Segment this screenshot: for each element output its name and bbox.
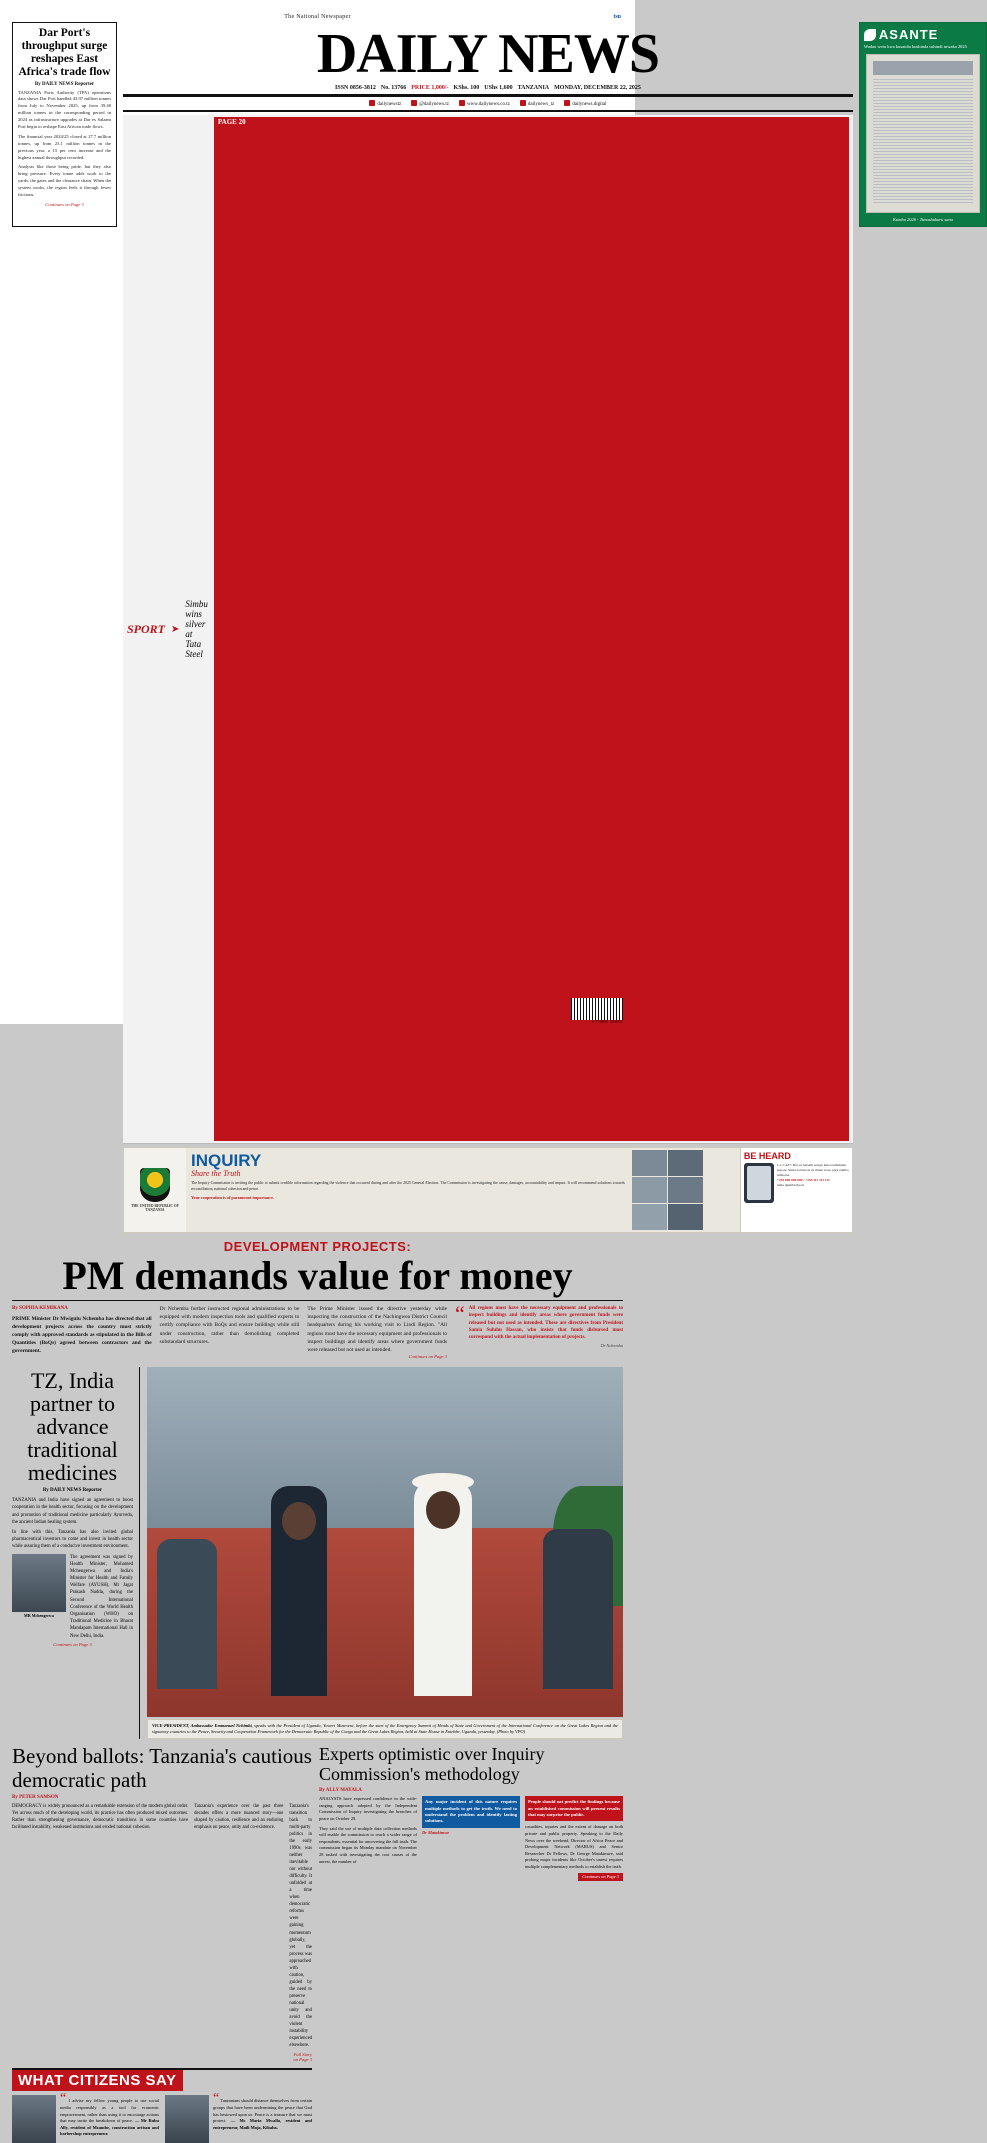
beyond-ballots-col-1: DEMOCRACY is widely pronounced as a remarkable extension of the modern global order. Yet across much of the developing world, its practice has often produced mixed outcomes. Rather than strengthening governance, democratic transitions in some countries have facilitated instability, weakened institutions and eroded national cohesion. [12, 1803, 189, 1830]
dar-port-headline: Dar Port's throughput surge reshapes East Africa's trade flow [18, 27, 111, 78]
inquiry-emblem-caption: THE UNITED REPUBLIC OF TANZANIA [131, 1204, 179, 1213]
leaf-icon [864, 29, 876, 41]
dar-port-para-2: The financial year 2024/25 closed at 27.7 million tonnes, up from 23.1 million tonnes in the previous year, a 15 per cent increase and the highest annual throughput recorded. [18, 133, 111, 160]
photo-crowd-right [543, 1529, 613, 1689]
mchengerwa-portrait [12, 1554, 66, 1640]
citizen-name-1: — Mr Rubu Ally, resident of Mzambe, construction artisan and barbershop entrepreneur. [60, 2118, 159, 2137]
portrait-caption: MR Mchengerwa [24, 1612, 54, 1618]
beyond-ballots-byline: By PETER SAMSON [12, 1794, 59, 1800]
photo-figure-museveni [414, 1481, 472, 1696]
beyond-ballots-story [12, 1745, 312, 2143]
lower-section [12, 1745, 623, 2143]
experts-blue-attr: Dr Matakimwe [422, 1829, 450, 1835]
dar-port-story [12, 22, 117, 227]
main-photo-caption-lead: VICE-PRESIDENT, Ambassador Emmanuel Nchimbi, [152, 1722, 253, 1728]
beyond-ballots-col-3: Tanzania's transition back to multi-party politics in the early 1990s was neither inevitable nor without difficulty. It unfolded at a time when democratic reforms were gaining momentum globally, yet the process was approached with caution, guided by the need to preserve national unity and avoid the violent instability experienced elsewhere. [289, 1803, 313, 2049]
development-lede: PRIME Minister Dr Mwigulu Nchemba has directed that all development projects across the country must strictly comply with approved standards as stipulated in the Bills of Quantities (BoQs) agreed between contractors and the government. [12, 1315, 152, 1355]
dar-port-para-3: Analysts like those being pride, but they also bring pressure. Every tonne adds work to the yards, the gates and the clearance chain. When the system works, the region feels it through fewer frictions. [18, 164, 111, 197]
photo-hat [412, 1473, 474, 1491]
tz-india-byline: By DAILY NEWS Reporter [42, 1488, 103, 1494]
inquiry-title: INQUIRY [191, 1151, 262, 1171]
issue-line [123, 83, 853, 94]
social-bar [123, 96, 853, 112]
development-col2-text: Dr Nchemba further instructed regional administrations to be equipped with modern inspection tools and qualified experts to certify compliance with BoQs and ensure buildings while still under construction, rather than demolishing completed substandard structures. [159, 1306, 300, 1345]
masthead-column [123, 22, 853, 1233]
quote-icon: “ [60, 2091, 67, 2107]
experts-col-2 [422, 1796, 520, 1881]
be-heard-title: BE HEARD [743, 1151, 791, 1162]
paper-title: DAILY NEWS [316, 23, 660, 85]
quote-icon: “ [213, 2091, 220, 2107]
photo-crowd-left [157, 1539, 217, 1689]
experts-col1-extra: They said the use of multiple data collection methods will enable the commission to reach a wider range of respondents, essential for uncovering the full truth. The commission began its Monday mandate on November 28 tasked with investigating the root causes of the unrest, the number of [319, 1825, 417, 1864]
social-facebook[interactable] [369, 100, 401, 107]
sport-label: SPORT [127, 621, 166, 636]
citizens-title: WHAT CITIZENS SAY [12, 2070, 183, 2091]
inquiry-photo-6 [668, 1204, 703, 1230]
inquiry-photo-4 [668, 1177, 703, 1203]
tz-india-para-1: TANZANIA and India have signed an agreement to boost cooperation in the health sector, focusing on the development and promotion of traditional medicine particularly Ayurveda, the ancient Indian healing system. [12, 1498, 133, 1525]
inquiry-emblem-block [124, 1148, 186, 1232]
tagline: The National Newspaper [284, 14, 351, 20]
experts-story [319, 1745, 623, 2143]
development-quote-attr: Dr Nchemba [600, 1343, 624, 1349]
main-photo-block [147, 1367, 623, 1740]
inquiry-promo [123, 1147, 853, 1233]
issn: ISSN 0856-3812 [335, 85, 376, 92]
tz-india-para-2: In line with this, Tanzania has also invited global pharmaceutical investors to come and invest in health sector while assuring them of a conducive investment environment. [12, 1529, 133, 1550]
development-headline: PM demands value for money [62, 1253, 573, 1299]
inquiry-photo-5 [632, 1204, 667, 1230]
beyond-ballots-columns [12, 1803, 312, 2063]
youtube-icon [564, 100, 570, 106]
social-website[interactable] [459, 100, 510, 107]
tz-india-continued[interactable]: Continues on Page 3 [53, 1641, 92, 1647]
country: TANZANIA [517, 85, 550, 92]
citizen-quote-2 [213, 2091, 312, 2143]
issue-date: MONDAY, DECEMBER 22, 2025 [554, 85, 641, 92]
price-ushs: UShs 1,600 [484, 85, 513, 92]
social-digital-label: dailynews.digital [572, 102, 607, 108]
experts-intro: ANALYSTS have expressed confidence in the wide-ranging approach adopted by the Independent Commission of Inquiry investigating the breaches of peace on October 29. [319, 1796, 417, 1821]
twitter-icon [520, 100, 526, 106]
experts-col-3 [525, 1796, 623, 1881]
sport-page-badge: PAGE 20 [214, 117, 849, 1141]
beyond-ballots-col-2: Tanzania's experience over the past three decades offers a more nuanced story—one shaped by caution, resilience and an enduring emphasis on peace, unity and co-existence. [194, 1803, 284, 1830]
citizen-photo-1 [12, 2095, 56, 2143]
top-row [12, 22, 967, 1233]
social-facebook-label: dailynewstz [377, 102, 402, 108]
development-band [12, 1239, 623, 1299]
inquiry-note: Your cooperation is of paramount importance. [191, 1194, 274, 1200]
arrow-icon: ➤ [171, 623, 180, 635]
main-photo-caption [147, 1719, 623, 1740]
inquiry-subtitle: Share the Truth [191, 1169, 241, 1179]
divider-1 [12, 1300, 623, 1301]
quote-icon: “ [455, 1301, 465, 1327]
left-column [12, 22, 117, 1233]
experts-columns [319, 1796, 623, 1881]
be-heard-block [740, 1148, 852, 1232]
list-item [165, 2091, 312, 2143]
social-twitter-label: dailynews_tz [527, 102, 555, 108]
beyond-ballots-headline: Beyond ballots: Tanzania's cautious democratic path [12, 1744, 312, 1792]
inquiry-photo-grid [630, 1148, 740, 1232]
development-byline: By SOPHIA KEMIKANA [12, 1306, 68, 1312]
experts-blue-callout: Any major incident of this nature requires multiple methods to get the truth. We need to understand the problem and identify lasting solutions. [422, 1796, 520, 1828]
social-twitter[interactable] [520, 100, 554, 107]
tz-india-para-3: The agreement was signed by Health Minister, Mohamed Mchengerwa and India's Minister for Health and Family Welfare (AYUSH), Mr Jagat Prakash Nadda, during the Second International Conference of the World Health Organisation (WHO) on Traditional Medicine in Bharat Mandapam International Hall in New Delhi, India. [70, 1554, 133, 1639]
inquiry-photo-2 [668, 1150, 703, 1176]
development-col-1 [12, 1305, 152, 1361]
portrait-photo [12, 1554, 66, 1612]
citizen-quote-1 [60, 2091, 159, 2143]
development-pullquote [455, 1301, 624, 1361]
barcode [571, 998, 623, 1020]
development-col-3 [307, 1305, 447, 1361]
be-heard-phone-lines[interactable]: +255 000 000 000 / +255 111 111 111 [776, 1178, 830, 1183]
inquiry-text-block [186, 1148, 630, 1232]
inquiry-photo-1 [632, 1150, 667, 1176]
asante-footer: Kumbu 2026 - Tunashukuru sana [892, 217, 953, 222]
asante-brand: ASANTE [878, 27, 939, 42]
tz-india-story [12, 1367, 140, 1740]
asante-image [866, 54, 980, 213]
experts-col-1 [319, 1796, 417, 1881]
main-photo-caption-text: speaks with the President of Uganda, Yoweri Museveni, before the start of the Emergency Summit of Heads of State and Government of the International Conference on the Great Lakes Region and the signatory countries to the Peace, Security and Cooperation Framework for the Democratic Republic of the Congo and the Great Lakes Region, held at State House in Entebbe, Uganda, yesterday. (Photo by VPO) [152, 1722, 618, 1735]
tsn-logo: tsn [613, 14, 621, 20]
experts-continued[interactable]: Continues on Page 3 [578, 1873, 623, 1882]
price-tzs: PRICE 1,000/- [411, 85, 449, 92]
be-heard-contact [744, 1163, 849, 1203]
beyond-ballots-full-story[interactable]: Full Story on Page 3 [293, 2052, 312, 2063]
list-item [12, 2091, 159, 2143]
development-col3-text: The Prime Minister issued the directive yesterday while inspecting the construction of the Nachingwea District Council headquarters during his working visit to Lindi Region. "All regions must have the necessary equipment and professionals to inspect buildings and identify areas where government funds were released but not used as intended. [307, 1306, 448, 1353]
dar-port-para-1: TANZANIA Ports Authority (TPA) operations data shows Dar Port handled 43.97 million tonnes from July to November 2025, up from 39.40 million tonnes in the corresponding period in 2024 as infrastructure upgrades at Dar es Salaam Port begin to reshape East African trade flows. [18, 89, 111, 129]
asante-advert[interactable] [859, 22, 987, 227]
experts-byline: By ALLY MAYALA [319, 1788, 362, 1794]
citizen-name-2: — Ms Maria Mwalla, resident and entrepreneur, Maili Moja, Kibaha. [213, 2118, 312, 2130]
sport-headline: Simbu wins silver at Tata Steel [185, 599, 208, 660]
social-instagram-label: @dailynews.tz [419, 102, 449, 108]
development-continued[interactable]: Continues on Page 3 [408, 1353, 448, 1359]
social-instagram[interactable] [411, 100, 449, 107]
tz-india-flow [12, 1554, 133, 1640]
asante-subtitle: Wadau wetu kwa kusaidia kushinda ushindi mwaka 2025 [863, 44, 967, 49]
globe-icon [459, 100, 465, 106]
be-heard-extra: tuma ujumbe/ripoti [776, 1183, 804, 1188]
social-website-label: www.dailynews.co.tz [466, 102, 510, 108]
dar-port-continued[interactable]: Continues on Page 3 [45, 201, 84, 207]
right-column [859, 22, 987, 1233]
barcode-number: 9 770856 381002 [591, 1020, 623, 1024]
coat-of-arms-icon [140, 1168, 170, 1202]
photo-background [147, 1367, 623, 1528]
tz-india-headline: TZ, India partner to advance traditional medicines [27, 1367, 118, 1486]
inquiry-body: The Inquiry Commission is inviting the public to submit credible information regarding the violence that occurred during and after the 2025 General Election. The Commission is investigating the cause, damages, accountability and impact. It will recommend solutions towards reconciliation, national cohesion and peace. [191, 1181, 625, 1191]
what-citizens-say [12, 2068, 312, 2143]
citizen-photo-2 [165, 2095, 209, 2143]
photo-figure-nchimbi [271, 1486, 327, 1696]
citizens-items [12, 2091, 312, 2143]
citizen-quote-1-text: I advise my fellow young people to use social media responsibly as a tool for economic empowerment, rather than using it to encourage actions that may incite the breakdown of peace. [60, 2098, 159, 2124]
masthead-wrap [123, 23, 853, 96]
asante-brand-row [864, 27, 982, 42]
issue-number: No. 13766 [380, 85, 407, 92]
dar-port-byline: By DAILY NEWS Reporter [34, 81, 95, 87]
development-kicker: DEVELOPMENT PROJECTS: [223, 1239, 412, 1255]
development-lede-row [12, 1301, 624, 1361]
inquiry-photo-3 [632, 1177, 667, 1203]
citizen-quote-2-text: Tanzanians should distance themselves from certain groups that have been undermining the peace that God has bestowed upon us. Peace is a treasure that we must protect. [213, 2098, 312, 2124]
facebook-icon [369, 100, 375, 106]
phone-icon [744, 1163, 774, 1203]
middle-section [12, 1367, 623, 1740]
development-quote-text: All regions must have the necessary equipment and professionals to inspect buildings and identify areas where government funds were released but not used as intended. These are directives from President Samia Suluhu Hassan, who insists that funds disbursed must correspond with the actual implementation of projects. [468, 1306, 624, 1341]
price-kshs: KShs. 100 [453, 85, 480, 92]
sport-teaser-bar[interactable] [123, 115, 853, 1144]
instagram-icon [411, 100, 417, 106]
development-col-2 [160, 1305, 300, 1361]
be-heard-instructions: 1-1-7-427: Dar es Salaam wenye kutoa ushuhuda popote. Simu za bure ni za muda wote, piga namba tulizotoa. [776, 1163, 849, 1178]
social-digital[interactable] [564, 100, 606, 107]
main-photo [147, 1367, 623, 1717]
experts-col3-text: casualties, injuries and the extent of damage on both private and public property. Speaking to the Daily News over the weekend, Director of Africa Peace and Development Network (MARUS) and Senior Researcher Dr Fellows, Dr George Matakimwe, said probing major incidents like October's unrest requires multiple complementary methods to establish the truth. [525, 1824, 623, 1869]
experts-red-callout: People should not predict the findings because an established commission will present results that may surprise the public. [525, 1796, 623, 1821]
experts-headline: Experts optimistic over Inquiry Commission's methodology [319, 1744, 545, 1785]
be-heard-text [777, 1163, 849, 1203]
